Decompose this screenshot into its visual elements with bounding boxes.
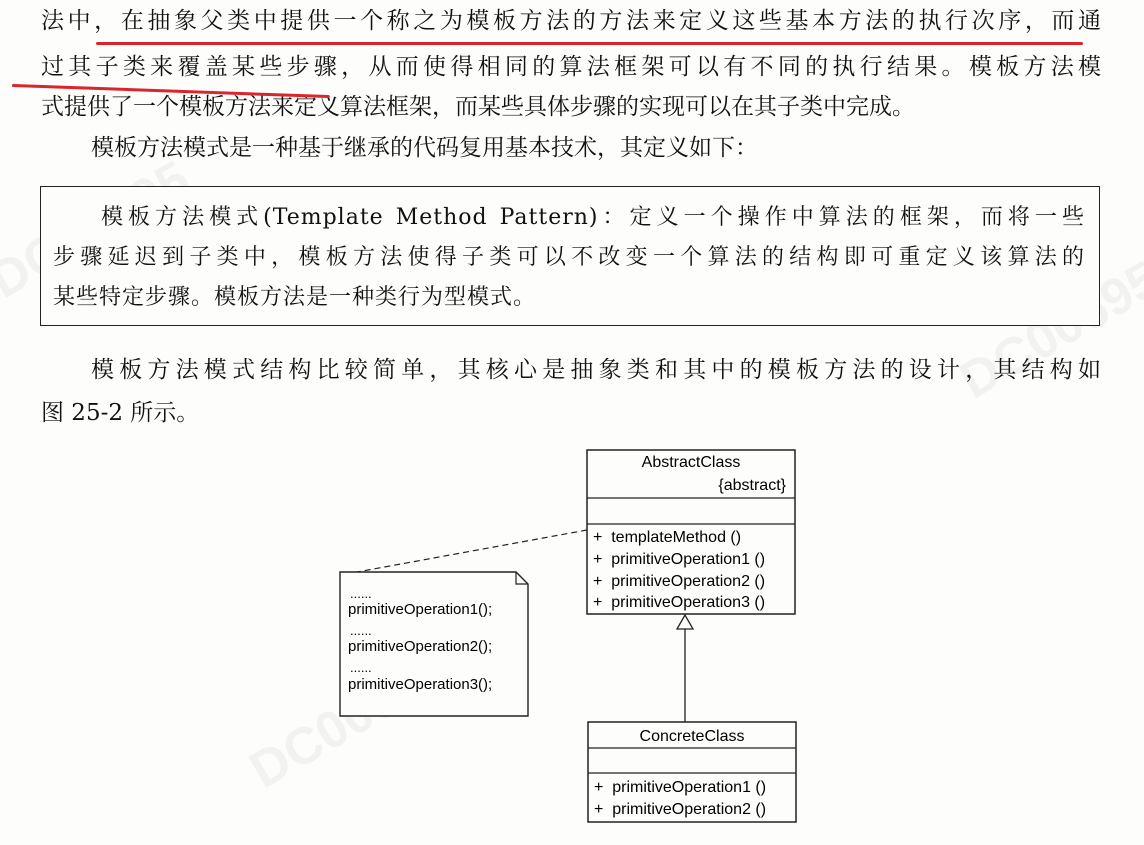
abstract-class-stereotype: {abstract} [718, 477, 786, 494]
note-box [340, 572, 528, 716]
structure-line-1: 模板方法模式结构比较简单，其核心是抽象类和其中的模板方法的设计，其结构如 [91, 357, 1101, 383]
concrete-operation: + primitiveOperation2 () [594, 801, 767, 818]
concrete-class-box [588, 722, 796, 822]
concrete-class-name: ConcreteClass [639, 728, 745, 745]
note-line: primitiveOperation1(); [348, 601, 493, 618]
abstract-operation: + primitiveOperation1 () [593, 551, 766, 568]
abstract-operation: + primitiveOperation3 () [593, 594, 766, 611]
note-line: ...... [350, 586, 372, 601]
definition-line-2: 步骤延迟到子类中，模板方法使得子类可以不改变一个算法的结构即可重定义该算法的 [53, 245, 1085, 270]
structure-line-2: 图 25-2 所示。 [41, 400, 200, 426]
inheritance-arrow [677, 615, 693, 722]
definition-line-1: 模板方法模式(Template Method Pattern)：定义一个操作中算法的框架，而将一些 [101, 205, 1085, 230]
note-connector [346, 530, 587, 574]
concrete-operation: + primitiveOperation1 () [594, 779, 767, 796]
note-line: ...... [350, 623, 372, 638]
note-line: primitiveOperation2(); [348, 638, 493, 655]
abstract-class-name: AbstractClass [641, 454, 741, 471]
paragraph-line-2: 过其子类来覆盖某些步骤，从而使得相同的算法框架可以有不同的执行结果。模板方法模 [41, 54, 1101, 80]
definition-line-3: 某些特定步骤。模板方法是一种类行为型模式。 [53, 285, 537, 310]
intro-line: 模板方法模式是一种基于继承的代码复用基本技术，其定义如下： [91, 135, 758, 161]
paragraph-line-3: 式提供了一个模板方法来定义算法框架，而某些具体步骤的实现可以在其子类中完成。 [41, 94, 915, 120]
abstract-operation: + primitiveOperation2 () [593, 573, 766, 590]
paragraph-line-1: 法中，在抽象父类中提供一个称之为模板方法的方法来定义这些基本方法的执行次序，而通 [41, 8, 1101, 34]
note-line: primitiveOperation3(); [348, 676, 493, 693]
abstract-class-box [587, 450, 795, 614]
abstract-operation: + templateMethod () [593, 529, 742, 546]
note-line: ...... [350, 660, 372, 675]
